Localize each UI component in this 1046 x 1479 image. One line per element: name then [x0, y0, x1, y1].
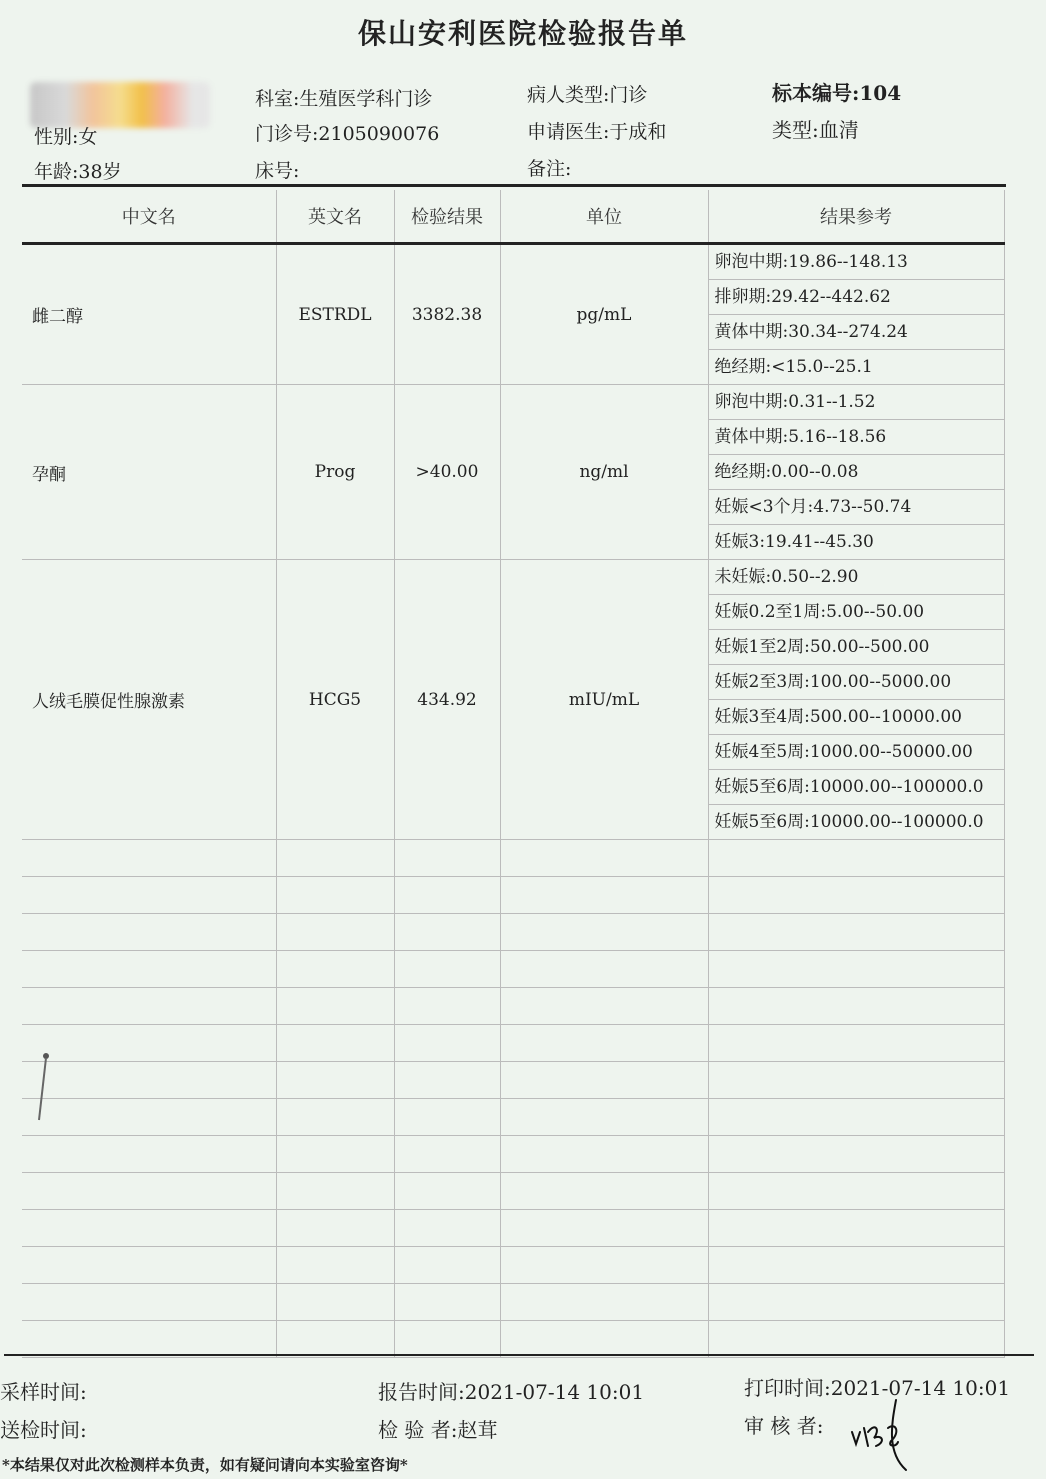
submit-time-field — [0, 1414, 87, 1443]
gender-field — [34, 122, 97, 149]
clinic-no-value: 2105090076 — [318, 123, 440, 145]
ref-line: 黄体中期:30.34--274.24 — [709, 315, 1004, 350]
sample-type-field — [772, 114, 859, 143]
report-time-label: 报告时间: — [378, 1380, 465, 1404]
empty-row — [22, 1173, 1004, 1210]
empty-row — [22, 1284, 1004, 1321]
ref-line: 排卵期:29.42--442.62 — [709, 280, 1004, 315]
gender-label: 性别: — [34, 126, 79, 148]
ref-line: 绝经期:0.00--0.08 — [709, 455, 1004, 490]
empty-row — [22, 988, 1004, 1025]
ref-line: 未妊娠:0.50--2.90 — [709, 560, 1004, 595]
ref-line: 卵泡中期:0.31--1.52 — [709, 385, 1004, 420]
table-header-row — [22, 190, 1004, 244]
row-ref — [708, 560, 1004, 840]
doctor-field — [527, 117, 666, 144]
header-ref: 结果参考 — [708, 190, 1004, 244]
footer-rule — [4, 1354, 1034, 1356]
reviewer-signature — [846, 1392, 916, 1472]
header-en: 英文名 — [276, 190, 394, 244]
row-cn: 人绒毛膜促性腺激素 — [22, 560, 276, 840]
empty-row — [22, 951, 1004, 988]
sample-type-value: 血清 — [818, 118, 859, 142]
ref-line: 妊娠0.2至1周:5.00--50.00 — [709, 595, 1004, 630]
sample-no-field — [772, 77, 901, 106]
patient-type-label: 病人类型: — [527, 84, 610, 106]
ref-line: 绝经期:<15.0--25.1 — [714, 357, 873, 377]
print-time-label: 打印时间: — [744, 1376, 831, 1400]
empty-row — [22, 1210, 1004, 1247]
sample-type-label: 类型: — [772, 118, 819, 142]
tester-field — [378, 1414, 497, 1443]
ref-line: 妊娠1至2周:50.00--500.00 — [709, 630, 1004, 665]
row-ref — [708, 244, 1004, 385]
ref-line: 妊娠<3个月:4.73--50.74 — [709, 490, 1004, 525]
department-label: 科室: — [255, 88, 300, 110]
age-label: 年龄: — [34, 161, 79, 183]
results-table — [22, 190, 1005, 1358]
sample-time-field — [0, 1376, 87, 1405]
submit-time-label: 送检时间: — [0, 1418, 87, 1442]
table-row — [22, 560, 1004, 840]
row-result: >40.00 — [394, 385, 500, 560]
row-cn: 孕酮 — [22, 385, 276, 560]
empty-row — [22, 914, 1004, 951]
header-rule — [22, 184, 1006, 187]
empty-row — [22, 1062, 1004, 1099]
empty-row — [22, 1321, 1004, 1358]
row-en: ESTRDL — [276, 244, 394, 385]
header-result: 检验结果 — [394, 190, 500, 244]
bed-no-field — [255, 156, 299, 183]
clinic-no-field — [255, 119, 439, 146]
ref-line: 妊娠2至3周:100.00--5000.00 — [709, 665, 1004, 700]
age-value: 38岁 — [78, 161, 122, 183]
patient-type-field — [527, 80, 647, 107]
row-cn: 雌二醇 — [22, 244, 276, 385]
ref-line: 卵泡中期:19.86--148.13 — [709, 245, 1004, 280]
ref-line: 妊娠5至6周:10000.00--100000.0 — [714, 812, 984, 832]
table-row — [22, 244, 1004, 385]
ref-line: 妊娠5至6周:10000.00--100000.0 — [709, 770, 1004, 805]
row-result: 3382.38 — [394, 244, 500, 385]
sample-no-value: 104 — [859, 81, 902, 105]
patient-type-value: 门诊 — [609, 84, 648, 106]
empty-row — [22, 1025, 1004, 1062]
row-unit: pg/mL — [500, 244, 708, 385]
age-field — [34, 157, 122, 184]
department-field — [255, 84, 432, 111]
row-result: 434.92 — [394, 560, 500, 840]
empty-row — [22, 1247, 1004, 1284]
report-time-value: 2021-07-14 10:01 — [464, 1380, 645, 1404]
ref-line: 妊娠3至4周:500.00--10000.00 — [709, 700, 1004, 735]
clinic-no-label: 门诊号: — [255, 123, 319, 145]
reviewer-label: 审 核 者: — [744, 1414, 824, 1438]
row-en: HCG5 — [276, 560, 394, 840]
header-cn: 中文名 — [22, 190, 276, 244]
row-unit: ng/ml — [500, 385, 708, 560]
sample-no-label: 标本编号: — [772, 81, 860, 105]
disclaimer-note: *本结果仅对此次检测样本负责，如有疑问请向本实验室咨询* — [2, 1456, 408, 1474]
staple-mark — [34, 1052, 50, 1124]
row-ref — [708, 385, 1004, 560]
empty-row — [22, 840, 1004, 877]
doctor-label: 申请医生: — [527, 121, 610, 143]
tester-label: 检 验 者: — [378, 1418, 458, 1442]
row-en: Prog — [276, 385, 394, 560]
bed-no-label: 床号: — [255, 160, 300, 182]
gender-value: 女 — [78, 126, 98, 148]
ref-line: 妊娠3:19.41--45.30 — [714, 532, 874, 552]
remark-label: 备注: — [527, 158, 572, 180]
sample-time-label: 采样时间: — [0, 1380, 87, 1404]
remark-field — [527, 154, 571, 181]
empty-row — [22, 877, 1004, 914]
ref-line: 妊娠4至5周:1000.00--50000.00 — [709, 735, 1004, 770]
report-title: 保山安利医院检验报告单 — [357, 17, 688, 50]
ref-line: 黄体中期:5.16--18.56 — [709, 420, 1004, 455]
reviewer-field — [744, 1410, 823, 1439]
row-unit: mIU/mL — [500, 560, 708, 840]
empty-row — [22, 1099, 1004, 1136]
report-time-field — [378, 1376, 644, 1405]
doctor-value: 于成和 — [609, 121, 667, 143]
print-time-value: 2021-07-14 10:01 — [830, 1376, 1011, 1400]
tester-value: 赵茸 — [457, 1418, 498, 1442]
department-value: 生殖医学科门诊 — [299, 88, 433, 110]
empty-row — [22, 1136, 1004, 1173]
header-unit: 单位 — [500, 190, 708, 244]
table-row — [22, 385, 1004, 560]
